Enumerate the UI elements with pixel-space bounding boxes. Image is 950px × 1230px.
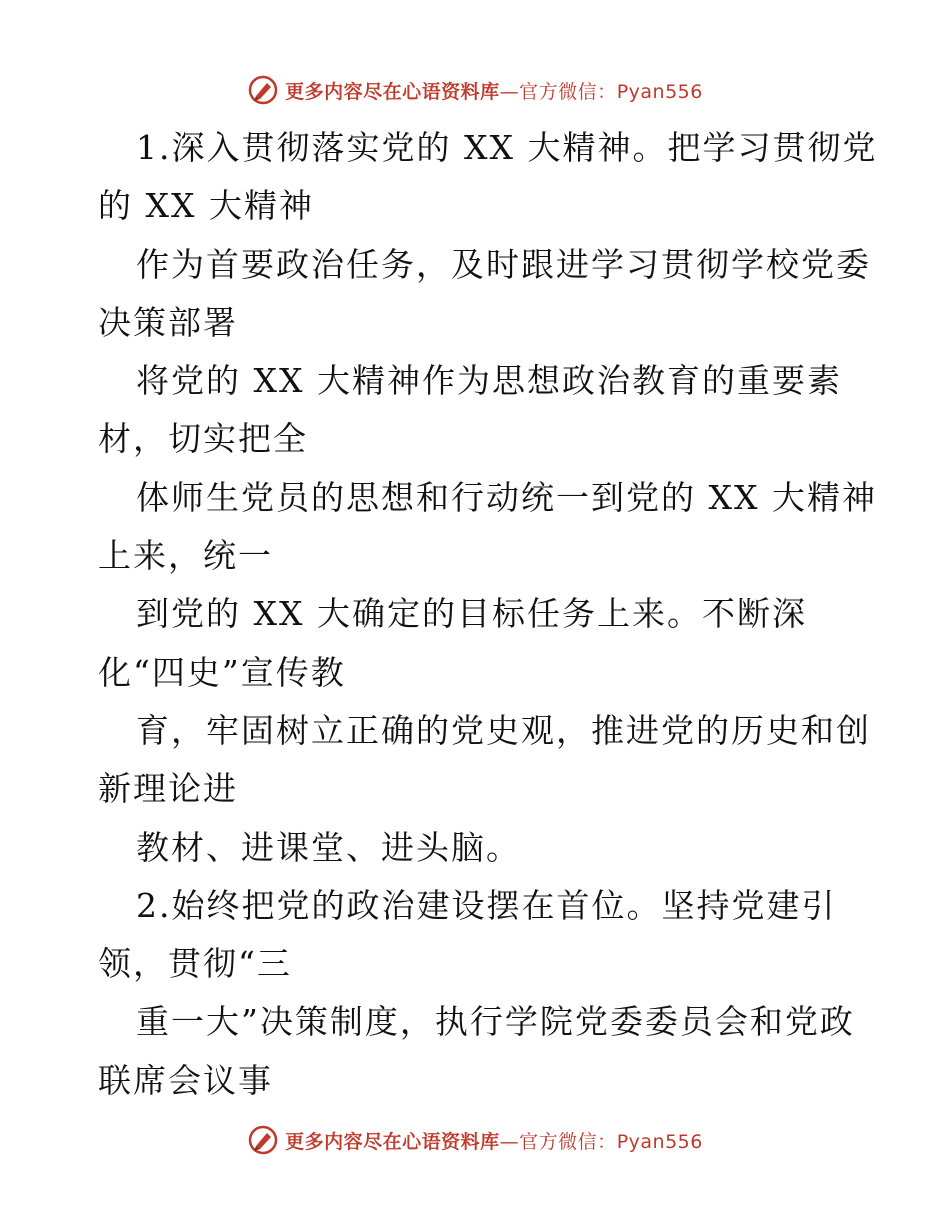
text-line: 领，贯彻“三: [98, 944, 292, 984]
text-line: 新理论进: [98, 769, 238, 809]
text-line: 重一大”决策制度，执行学院党委委员会和党政: [136, 1002, 855, 1042]
text-line: 作为首要政治任务，及时跟进学习贯彻学校党委: [136, 244, 871, 284]
text-line: 材，切实把全: [98, 419, 308, 459]
watermark-label: 官方微信：: [519, 80, 617, 103]
watermark-main-text: 更多内容尽在心语资料库: [285, 1130, 500, 1153]
watermark-main-text: 更多内容尽在心语资料库: [285, 80, 500, 103]
text-line: 2.始终把党的政治建设摆在首位。坚持党建引: [136, 885, 837, 925]
text-line: 将党的 XX 大精神作为思想政治教育的重要素: [136, 361, 842, 401]
text-line: 上来，统一: [98, 536, 273, 576]
footer-watermark: [0, 1122, 950, 1158]
text-line: 教材、进课堂、进头脑。: [136, 827, 521, 867]
document-body: [98, 119, 878, 1110]
text-line: 体师生党员的思想和行动统一到党的 XX 大精神: [136, 477, 877, 517]
text-line: 育，牢固树立正确的党史观，推进党的历史和创: [136, 710, 871, 750]
watermark-label: 官方微信：: [519, 1130, 617, 1153]
text-line: 的 XX 大精神: [98, 186, 314, 226]
pen-logo-icon: [247, 74, 279, 106]
watermark-id: Pyan556: [616, 80, 703, 103]
watermark-id: Pyan556: [616, 1130, 703, 1153]
header-watermark: [0, 72, 950, 108]
text-line: 决策部署: [98, 302, 238, 342]
pen-logo-icon: [247, 1124, 279, 1156]
text-line: 1.深入贯彻落实党的 XX 大精神。把学习贯彻党: [136, 128, 878, 167]
watermark-separator: —: [499, 80, 520, 103]
text-line: 化“四史”宣传教: [98, 652, 346, 692]
text-line: 到党的 XX 大确定的目标任务上来。不断深: [136, 594, 807, 634]
watermark-separator: —: [499, 1130, 520, 1153]
text-line: 联席会议事: [98, 1060, 273, 1100]
